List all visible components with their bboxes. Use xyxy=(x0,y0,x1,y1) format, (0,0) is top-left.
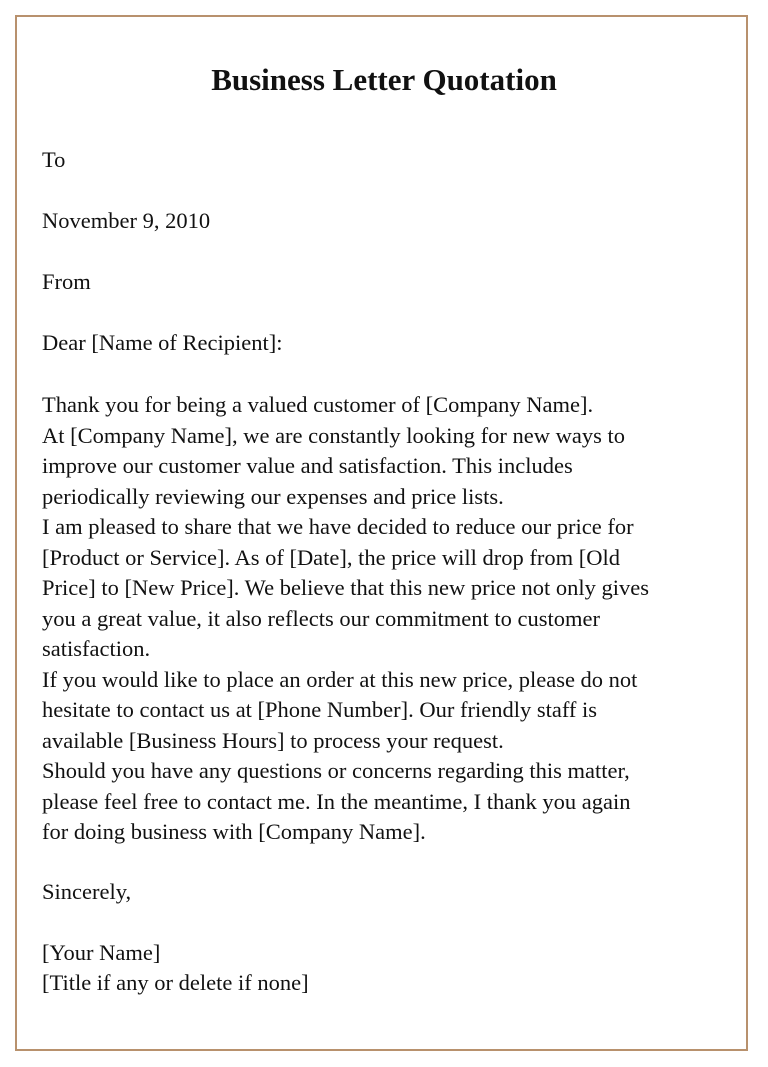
body-line: hesitate to contact us at [Phone Number]. Our friendly staff is xyxy=(42,697,598,722)
body-line: improve our customer value and satisfaction. This includes xyxy=(42,453,573,478)
closing: Sincerely, xyxy=(42,879,132,904)
signature-title: [Title if any or delete if none] xyxy=(42,970,309,995)
body-line: satisfaction. xyxy=(42,636,151,661)
signature-name: [Your Name] xyxy=(42,940,161,965)
body-line: available [Business Hours] to process your request. xyxy=(42,727,504,753)
body-line: Thank you for being a valued customer of [Company Name]. xyxy=(42,392,594,417)
to-label: To xyxy=(42,147,66,172)
body-line: periodically reviewing our expenses and price lists. xyxy=(42,483,504,509)
letter-body xyxy=(42,390,649,848)
body-line: Price] to [New Price]. We believe that this new price not only gives xyxy=(42,575,649,600)
body-line: If you would like to place an order at this new price, please do not xyxy=(42,666,638,692)
body-line: you a great value, it also reflects our commitment to customer xyxy=(42,605,600,631)
letter-title: Business Letter Quotation xyxy=(211,62,557,97)
body-line: Should you have any questions or concerns regarding this matter, xyxy=(42,758,630,783)
body-line: At [Company Name], we are constantly looking for new ways to xyxy=(42,422,625,448)
body-line: [Product or Service]. As of [Date], the price will drop from [Old xyxy=(42,544,620,570)
body-line: I am pleased to share that we have decided to reduce our price for xyxy=(42,514,634,539)
salutation: Dear [Name of Recipient]: xyxy=(42,330,283,355)
letter-date: November 9, 2010 xyxy=(42,208,211,233)
from-label: From xyxy=(42,269,91,294)
body-line: for doing business with [Company Name]. xyxy=(42,819,426,844)
body-line: please feel free to contact me. In the meantime, I thank you again xyxy=(42,788,631,814)
